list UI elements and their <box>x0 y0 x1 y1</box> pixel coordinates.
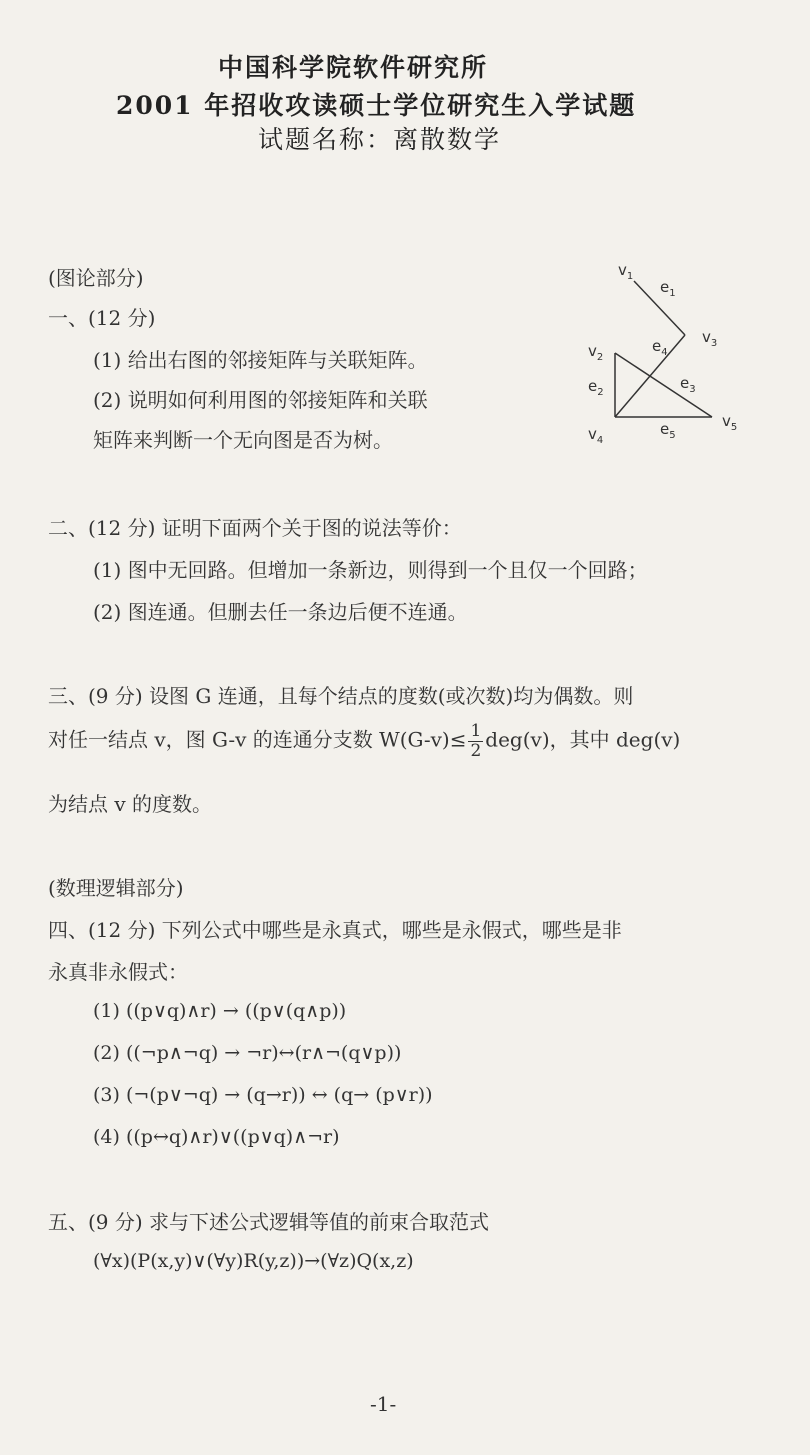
q1-heading: 一、(12 分) <box>48 306 156 330</box>
q3-line2 <box>48 722 680 760</box>
label-v2: $v_2$ <box>588 342 604 363</box>
label-e4: $e_4$ <box>652 337 668 358</box>
q1-part2-line1: (2) 说明如何利用图的邻接矩阵和关联 <box>93 388 428 412</box>
label-e1: $e_1$ <box>660 278 676 299</box>
label-e2: $e_2$ <box>588 377 604 398</box>
label-e3: $e_3$ <box>680 374 696 395</box>
q4-formula-3: (3) (¬(p∨¬q) → (q→r)) ↔ (q→ (p∨r)) <box>93 1084 433 1106</box>
q1-part2-line2: 矩阵来判断一个无向图是否为树。 <box>93 428 393 452</box>
q4-line2: 永真非永假式： <box>48 960 188 984</box>
q3-line3: 为结点 v 的度数。 <box>48 792 213 816</box>
edge-e3 <box>615 353 712 417</box>
label-v5: $v_5$ <box>722 412 738 433</box>
q5-heading: 五、(9 分) 求与下述公式逻辑等值的前束合取范式 <box>48 1210 490 1234</box>
q3-line1: 三、(9 分) 设图 G 连通，且每个结点的度数(或次数)均为偶数。则 <box>48 684 634 708</box>
title-institute: 中国科学院软件研究所 <box>218 53 489 82</box>
q2-heading: 二、(12 分) 证明下面两个关于图的说法等价： <box>48 516 462 540</box>
q1-part1: (1) 给出右图的邻接矩阵与关联矩阵。 <box>93 348 428 372</box>
q2-part2: (2) 图连通。但删去任一条边后便不连通。 <box>93 600 468 624</box>
label-v4: $v_4$ <box>588 425 604 446</box>
q5-formula: (∀x)(P(x,y)∨(∀y)R(y,z))→(∀z)Q(x,z) <box>93 1250 414 1272</box>
label-v1: $v_1$ <box>618 261 634 282</box>
q4-formula-1: (1) ((p∨q)∧r) → ((p∨(q∧p)) <box>93 1000 347 1022</box>
graph-figure <box>560 255 780 455</box>
q4-line1: 四、(12 分) 下列公式中哪些是永真式，哪些是永假式，哪些是非 <box>48 918 622 942</box>
page-number: -1- <box>370 1392 397 1416</box>
fraction-one-half: $\frac{1}{2}$ <box>470 721 482 761</box>
q3-line2-end: deg(v)，其中 deg(v) <box>485 727 681 752</box>
label-e5: $e_5$ <box>660 420 676 441</box>
section-logic: (数理逻辑部分) <box>48 876 184 900</box>
q2-part1: (1) 图中无回路。但增加一条新边，则得到一个且仅一个回路； <box>93 558 648 582</box>
q4-formula-4: (4) ((p↔q)∧r)∨((p∨q)∧¬r) <box>93 1126 340 1148</box>
title-exam: 2001 年招收攻读硕士学位研究生入学试题 <box>116 91 637 120</box>
q3-line2-start: 对任一结点 v，图 G-v 的连通分支数 W(G-v)≤ <box>48 727 467 752</box>
title-subject: 试题名称：离散数学 <box>258 125 502 154</box>
q4-formula-2: (2) ((¬p∧¬q) → ¬r)↔(r∧¬(q∨p)) <box>93 1042 402 1064</box>
section-graph-theory: (图论部分) <box>48 266 144 290</box>
label-v3: $v_3$ <box>702 328 718 349</box>
